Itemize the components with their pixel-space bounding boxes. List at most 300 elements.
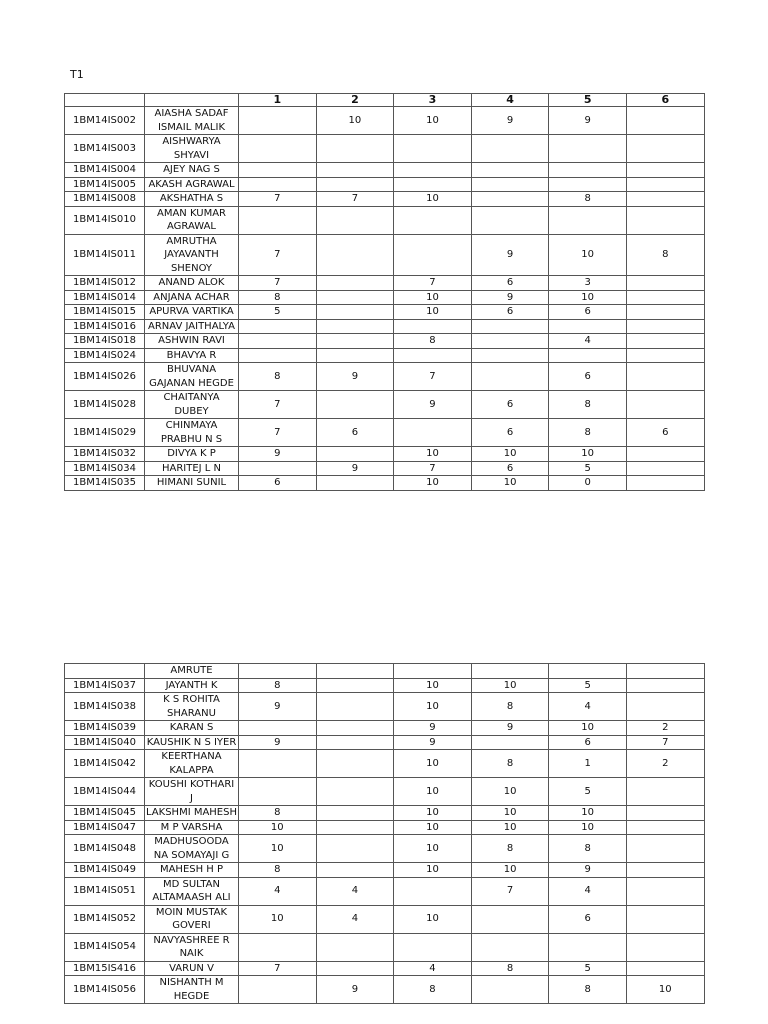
score-cell-q4	[471, 192, 549, 207]
score-cell-q2	[316, 664, 394, 679]
student-name-cell: AIASHA SADAF ISMAIL MALIK	[145, 107, 239, 135]
score-cell-q6	[626, 778, 704, 806]
score-cell-q6	[626, 305, 704, 320]
score-cell-q4: 9	[471, 290, 549, 305]
student-name-cell: KAUSHIK N S IYER	[145, 735, 239, 750]
score-cell-q1: 7	[239, 391, 317, 419]
table-row	[65, 290, 705, 305]
score-cell-q5: 10	[549, 234, 627, 276]
score-cell-q2	[316, 961, 394, 976]
usn-cell: 1BM14IS003	[65, 135, 145, 163]
score-cell-q3: 10	[394, 820, 472, 835]
student-name-cell: AJEY NAG S	[145, 163, 239, 178]
header-row	[65, 94, 705, 107]
score-cell-q5: 9	[549, 107, 627, 135]
score-cell-q1: 9	[239, 447, 317, 462]
student-name-cell: BHUVANA GAJANAN HEGDE	[145, 363, 239, 391]
score-cell-q2	[316, 234, 394, 276]
table-row	[65, 933, 705, 961]
score-cell-q5	[549, 933, 627, 961]
sheet-title: T1	[70, 68, 84, 81]
score-cell-q4	[471, 735, 549, 750]
score-cell-q4: 9	[471, 721, 549, 736]
score-cell-q1: 7	[239, 234, 317, 276]
score-cell-q6	[626, 476, 704, 491]
table-row	[65, 835, 705, 863]
score-cell-q1	[239, 721, 317, 736]
student-name-cell: APURVA VARTIKA	[145, 305, 239, 320]
score-cell-q1: 9	[239, 693, 317, 721]
score-cell-q3: 10	[394, 750, 472, 778]
score-cell-q4: 6	[471, 391, 549, 419]
score-cell-q3: 10	[394, 693, 472, 721]
score-cell-q6	[626, 447, 704, 462]
score-cell-q3: 9	[394, 735, 472, 750]
score-cell-q5: 10	[549, 447, 627, 462]
header-cell-name	[145, 94, 239, 107]
score-cell-q4	[471, 163, 549, 178]
score-cell-q6: 10	[626, 976, 704, 1004]
score-cell-q5: 4	[549, 334, 627, 349]
score-cell-q5: 4	[549, 877, 627, 905]
score-cell-q2	[316, 693, 394, 721]
score-cell-q2	[316, 835, 394, 863]
table-row	[65, 735, 705, 750]
table-row	[65, 447, 705, 462]
score-cell-q6	[626, 290, 704, 305]
usn-cell	[65, 664, 145, 679]
score-cell-q5: 10	[549, 806, 627, 821]
score-cell-q2	[316, 305, 394, 320]
score-cell-q4: 9	[471, 234, 549, 276]
header-cell-q3: 3	[394, 94, 472, 107]
score-cell-q4	[471, 135, 549, 163]
score-cell-q4: 6	[471, 419, 549, 447]
table-row	[65, 305, 705, 320]
score-cell-q2	[316, 290, 394, 305]
score-cell-q2: 9	[316, 976, 394, 1004]
score-cell-q6	[626, 206, 704, 234]
score-cell-q5: 8	[549, 192, 627, 207]
header-cell-usn	[65, 94, 145, 107]
score-cell-q6	[626, 461, 704, 476]
header-cell-q2: 2	[316, 94, 394, 107]
score-cell-q1: 7	[239, 419, 317, 447]
score-cell-q4: 7	[471, 877, 549, 905]
score-cell-q6	[626, 163, 704, 178]
score-cell-q6: 2	[626, 721, 704, 736]
usn-cell: 1BM14IS011	[65, 234, 145, 276]
table-row	[65, 319, 705, 334]
score-cell-q1: 7	[239, 961, 317, 976]
header-cell-q1: 1	[239, 94, 317, 107]
score-cell-q3	[394, 348, 472, 363]
usn-cell: 1BM14IS056	[65, 976, 145, 1004]
table-row	[65, 206, 705, 234]
score-cell-q4	[471, 976, 549, 1004]
table-row	[65, 863, 705, 878]
student-name-cell: VARUN V	[145, 961, 239, 976]
score-cell-q2	[316, 863, 394, 878]
student-name-cell: MOIN MUSTAK GOVERI	[145, 905, 239, 933]
score-cell-q6	[626, 192, 704, 207]
score-cell-q5: 5	[549, 778, 627, 806]
score-cell-q2: 9	[316, 461, 394, 476]
student-name-cell: HARITEJ L N	[145, 461, 239, 476]
score-cell-q2	[316, 319, 394, 334]
score-cell-q2	[316, 206, 394, 234]
score-cell-q5: 0	[549, 476, 627, 491]
score-cell-q2	[316, 721, 394, 736]
student-name-cell: M P VARSHA	[145, 820, 239, 835]
score-cell-q6	[626, 961, 704, 976]
score-cell-q5: 6	[549, 305, 627, 320]
score-cell-q6	[626, 863, 704, 878]
table-row	[65, 693, 705, 721]
score-cell-q4: 10	[471, 806, 549, 821]
student-name-cell: CHINMAYA PRABHU N S	[145, 419, 239, 447]
score-cell-q4	[471, 319, 549, 334]
table-row	[65, 721, 705, 736]
score-cell-q3: 10	[394, 778, 472, 806]
score-cell-q1	[239, 319, 317, 334]
usn-cell: 1BM14IS029	[65, 419, 145, 447]
score-cell-q6	[626, 334, 704, 349]
score-cell-q6: 7	[626, 735, 704, 750]
score-cell-q5: 8	[549, 835, 627, 863]
score-cell-q6	[626, 391, 704, 419]
student-name-cell: NAVYASHREE R NAIK	[145, 933, 239, 961]
student-name-cell: AKSHATHA S	[145, 192, 239, 207]
score-cell-q5: 8	[549, 391, 627, 419]
score-cell-q4: 10	[471, 447, 549, 462]
score-cell-q3: 10	[394, 447, 472, 462]
table-row	[65, 107, 705, 135]
header-cell-q4: 4	[471, 94, 549, 107]
score-cell-q2: 4	[316, 877, 394, 905]
table-body-2	[65, 664, 705, 1004]
score-cell-q1: 8	[239, 678, 317, 693]
score-cell-q3	[394, 163, 472, 178]
score-cell-q6	[626, 177, 704, 192]
score-cell-q4	[471, 933, 549, 961]
score-cell-q4	[471, 334, 549, 349]
score-cell-q3: 10	[394, 192, 472, 207]
score-cell-q6	[626, 905, 704, 933]
score-cell-q2	[316, 348, 394, 363]
score-cell-q4	[471, 363, 549, 391]
student-name-cell: KARAN S	[145, 721, 239, 736]
table-row	[65, 961, 705, 976]
score-cell-q5: 8	[549, 419, 627, 447]
score-cell-q5: 6	[549, 905, 627, 933]
score-cell-q1: 8	[239, 290, 317, 305]
score-cell-q5: 10	[549, 820, 627, 835]
score-cell-q5: 1	[549, 750, 627, 778]
score-cell-q3	[394, 135, 472, 163]
student-name-cell: MADHUSOODA NA SOMAYAJI G	[145, 835, 239, 863]
usn-cell: 1BM14IS045	[65, 806, 145, 821]
score-cell-q6	[626, 820, 704, 835]
score-cell-q1: 9	[239, 735, 317, 750]
score-cell-q2	[316, 276, 394, 291]
student-name-cell: AMRUTE	[145, 664, 239, 679]
score-cell-q3	[394, 664, 472, 679]
score-cell-q4	[471, 664, 549, 679]
score-cell-q3: 10	[394, 835, 472, 863]
usn-cell: 1BM14IS047	[65, 820, 145, 835]
usn-cell: 1BM14IS002	[65, 107, 145, 135]
table-row	[65, 664, 705, 679]
score-cell-q1	[239, 135, 317, 163]
score-cell-q3: 10	[394, 305, 472, 320]
marks-table-2	[64, 663, 705, 1004]
score-cell-q2	[316, 933, 394, 961]
score-cell-q2	[316, 135, 394, 163]
student-name-cell: ANAND ALOK	[145, 276, 239, 291]
table-row	[65, 461, 705, 476]
score-cell-q5	[549, 664, 627, 679]
score-cell-q3: 7	[394, 276, 472, 291]
score-cell-q3: 10	[394, 678, 472, 693]
score-cell-q5: 5	[549, 678, 627, 693]
usn-cell: 1BM14IS048	[65, 835, 145, 863]
score-cell-q4: 10	[471, 820, 549, 835]
score-cell-q1: 6	[239, 476, 317, 491]
usn-cell: 1BM14IS008	[65, 192, 145, 207]
table-row	[65, 163, 705, 178]
score-cell-q5: 5	[549, 461, 627, 476]
score-cell-q1: 7	[239, 276, 317, 291]
score-cell-q6: 6	[626, 419, 704, 447]
table-row	[65, 234, 705, 276]
score-cell-q3: 10	[394, 863, 472, 878]
score-cell-q5	[549, 135, 627, 163]
student-name-cell: BHAVYA R	[145, 348, 239, 363]
score-cell-q2: 9	[316, 363, 394, 391]
score-cell-q4: 6	[471, 276, 549, 291]
score-cell-q2	[316, 806, 394, 821]
score-cell-q2: 10	[316, 107, 394, 135]
table-row	[65, 135, 705, 163]
score-cell-q4	[471, 177, 549, 192]
score-cell-q2	[316, 820, 394, 835]
score-cell-q6	[626, 664, 704, 679]
score-cell-q6	[626, 806, 704, 821]
score-cell-q3: 10	[394, 476, 472, 491]
usn-cell: 1BM14IS037	[65, 678, 145, 693]
usn-cell: 1BM14IS052	[65, 905, 145, 933]
score-cell-q2	[316, 177, 394, 192]
score-cell-q1	[239, 348, 317, 363]
student-name-cell: AKASH AGRAWAL	[145, 177, 239, 192]
table-row	[65, 877, 705, 905]
student-name-cell: AMAN KUMAR AGRAWAL	[145, 206, 239, 234]
student-name-cell: NISHANTH M HEGDE	[145, 976, 239, 1004]
score-cell-q2	[316, 447, 394, 462]
score-cell-q1	[239, 778, 317, 806]
score-cell-q1: 10	[239, 820, 317, 835]
student-name-cell: JAYANTH K	[145, 678, 239, 693]
usn-cell: 1BM15IS416	[65, 961, 145, 976]
score-cell-q5: 6	[549, 735, 627, 750]
student-name-cell: MD SULTAN ALTAMAASH ALI	[145, 877, 239, 905]
score-cell-q4: 10	[471, 778, 549, 806]
score-cell-q5: 3	[549, 276, 627, 291]
score-cell-q4	[471, 206, 549, 234]
score-cell-q2	[316, 163, 394, 178]
score-cell-q3: 8	[394, 334, 472, 349]
score-cell-q6	[626, 693, 704, 721]
score-cell-q2	[316, 391, 394, 419]
score-cell-q3: 7	[394, 363, 472, 391]
score-cell-q4: 10	[471, 863, 549, 878]
student-name-cell: KOUSHI KOTHARI J	[145, 778, 239, 806]
score-cell-q6	[626, 319, 704, 334]
usn-cell: 1BM14IS004	[65, 163, 145, 178]
score-cell-q3: 10	[394, 290, 472, 305]
score-cell-q3: 10	[394, 107, 472, 135]
score-cell-q3: 10	[394, 806, 472, 821]
usn-cell: 1BM14IS024	[65, 348, 145, 363]
score-cell-q4	[471, 905, 549, 933]
score-cell-q4: 8	[471, 835, 549, 863]
score-cell-q5: 8	[549, 976, 627, 1004]
table-row	[65, 806, 705, 821]
score-cell-q6	[626, 135, 704, 163]
student-name-cell: MAHESH H P	[145, 863, 239, 878]
score-cell-q6: 8	[626, 234, 704, 276]
usn-cell: 1BM14IS049	[65, 863, 145, 878]
usn-cell: 1BM14IS039	[65, 721, 145, 736]
score-cell-q6	[626, 276, 704, 291]
usn-cell: 1BM14IS042	[65, 750, 145, 778]
table-row	[65, 177, 705, 192]
usn-cell: 1BM14IS032	[65, 447, 145, 462]
score-cell-q3: 4	[394, 961, 472, 976]
usn-cell: 1BM14IS015	[65, 305, 145, 320]
score-cell-q3	[394, 877, 472, 905]
score-cell-q4: 8	[471, 961, 549, 976]
score-cell-q4: 10	[471, 476, 549, 491]
usn-cell: 1BM14IS051	[65, 877, 145, 905]
score-cell-q2	[316, 778, 394, 806]
marks-table-1	[64, 93, 705, 491]
score-cell-q4: 8	[471, 750, 549, 778]
student-name-cell: AISHWARYA SHYAVI	[145, 135, 239, 163]
usn-cell: 1BM14IS026	[65, 363, 145, 391]
score-cell-q5	[549, 177, 627, 192]
score-cell-q6: 2	[626, 750, 704, 778]
usn-cell: 1BM14IS034	[65, 461, 145, 476]
table-row	[65, 276, 705, 291]
score-cell-q5: 5	[549, 961, 627, 976]
header-cell-q5: 5	[549, 94, 627, 107]
score-cell-q1: 5	[239, 305, 317, 320]
score-cell-q4: 6	[471, 305, 549, 320]
score-cell-q1: 7	[239, 192, 317, 207]
header-cell-q6: 6	[626, 94, 704, 107]
score-cell-q5: 10	[549, 290, 627, 305]
student-name-cell: HIMANI SUNIL	[145, 476, 239, 491]
student-name-cell: KEERTHANA KALAPPA	[145, 750, 239, 778]
score-cell-q6	[626, 107, 704, 135]
usn-cell: 1BM14IS016	[65, 319, 145, 334]
usn-cell: 1BM14IS010	[65, 206, 145, 234]
score-cell-q1: 8	[239, 363, 317, 391]
score-cell-q5: 10	[549, 721, 627, 736]
score-cell-q3: 8	[394, 976, 472, 1004]
score-cell-q5: 4	[549, 693, 627, 721]
score-cell-q2	[316, 750, 394, 778]
student-name-cell: CHAITANYA DUBEY	[145, 391, 239, 419]
score-cell-q5: 6	[549, 363, 627, 391]
usn-cell: 1BM14IS054	[65, 933, 145, 961]
usn-cell: 1BM14IS035	[65, 476, 145, 491]
score-cell-q1	[239, 461, 317, 476]
score-cell-q4: 10	[471, 678, 549, 693]
score-cell-q1	[239, 206, 317, 234]
score-cell-q3	[394, 933, 472, 961]
score-cell-q5	[549, 206, 627, 234]
student-name-cell: K S ROHITA SHARANU	[145, 693, 239, 721]
usn-cell: 1BM14IS018	[65, 334, 145, 349]
score-cell-q6	[626, 348, 704, 363]
table-row	[65, 334, 705, 349]
table-row	[65, 678, 705, 693]
score-cell-q4	[471, 348, 549, 363]
table-row	[65, 363, 705, 391]
score-cell-q3: 7	[394, 461, 472, 476]
usn-cell: 1BM14IS038	[65, 693, 145, 721]
score-cell-q3: 9	[394, 721, 472, 736]
score-cell-q6	[626, 363, 704, 391]
student-name-cell: ASHWIN RAVI	[145, 334, 239, 349]
score-cell-q3	[394, 234, 472, 276]
score-cell-q2	[316, 476, 394, 491]
table-row	[65, 778, 705, 806]
score-cell-q1: 8	[239, 863, 317, 878]
score-cell-q2	[316, 334, 394, 349]
table-row	[65, 820, 705, 835]
table-row	[65, 476, 705, 491]
table-row	[65, 976, 705, 1004]
table-row	[65, 419, 705, 447]
usn-cell: 1BM14IS040	[65, 735, 145, 750]
score-cell-q1	[239, 750, 317, 778]
student-name-cell: ANJANA ACHAR	[145, 290, 239, 305]
score-cell-q4: 9	[471, 107, 549, 135]
usn-cell: 1BM14IS014	[65, 290, 145, 305]
score-cell-q1: 10	[239, 905, 317, 933]
score-cell-q3	[394, 319, 472, 334]
student-name-cell: DIVYA K P	[145, 447, 239, 462]
score-cell-q2: 6	[316, 419, 394, 447]
score-cell-q1	[239, 976, 317, 1004]
table-row	[65, 391, 705, 419]
score-cell-q6	[626, 933, 704, 961]
score-cell-q1	[239, 177, 317, 192]
score-cell-q1: 10	[239, 835, 317, 863]
score-cell-q3: 9	[394, 391, 472, 419]
score-cell-q2: 7	[316, 192, 394, 207]
score-cell-q1	[239, 163, 317, 178]
score-cell-q1	[239, 107, 317, 135]
score-cell-q3	[394, 177, 472, 192]
score-cell-q5	[549, 163, 627, 178]
score-cell-q5	[549, 348, 627, 363]
usn-cell: 1BM14IS012	[65, 276, 145, 291]
